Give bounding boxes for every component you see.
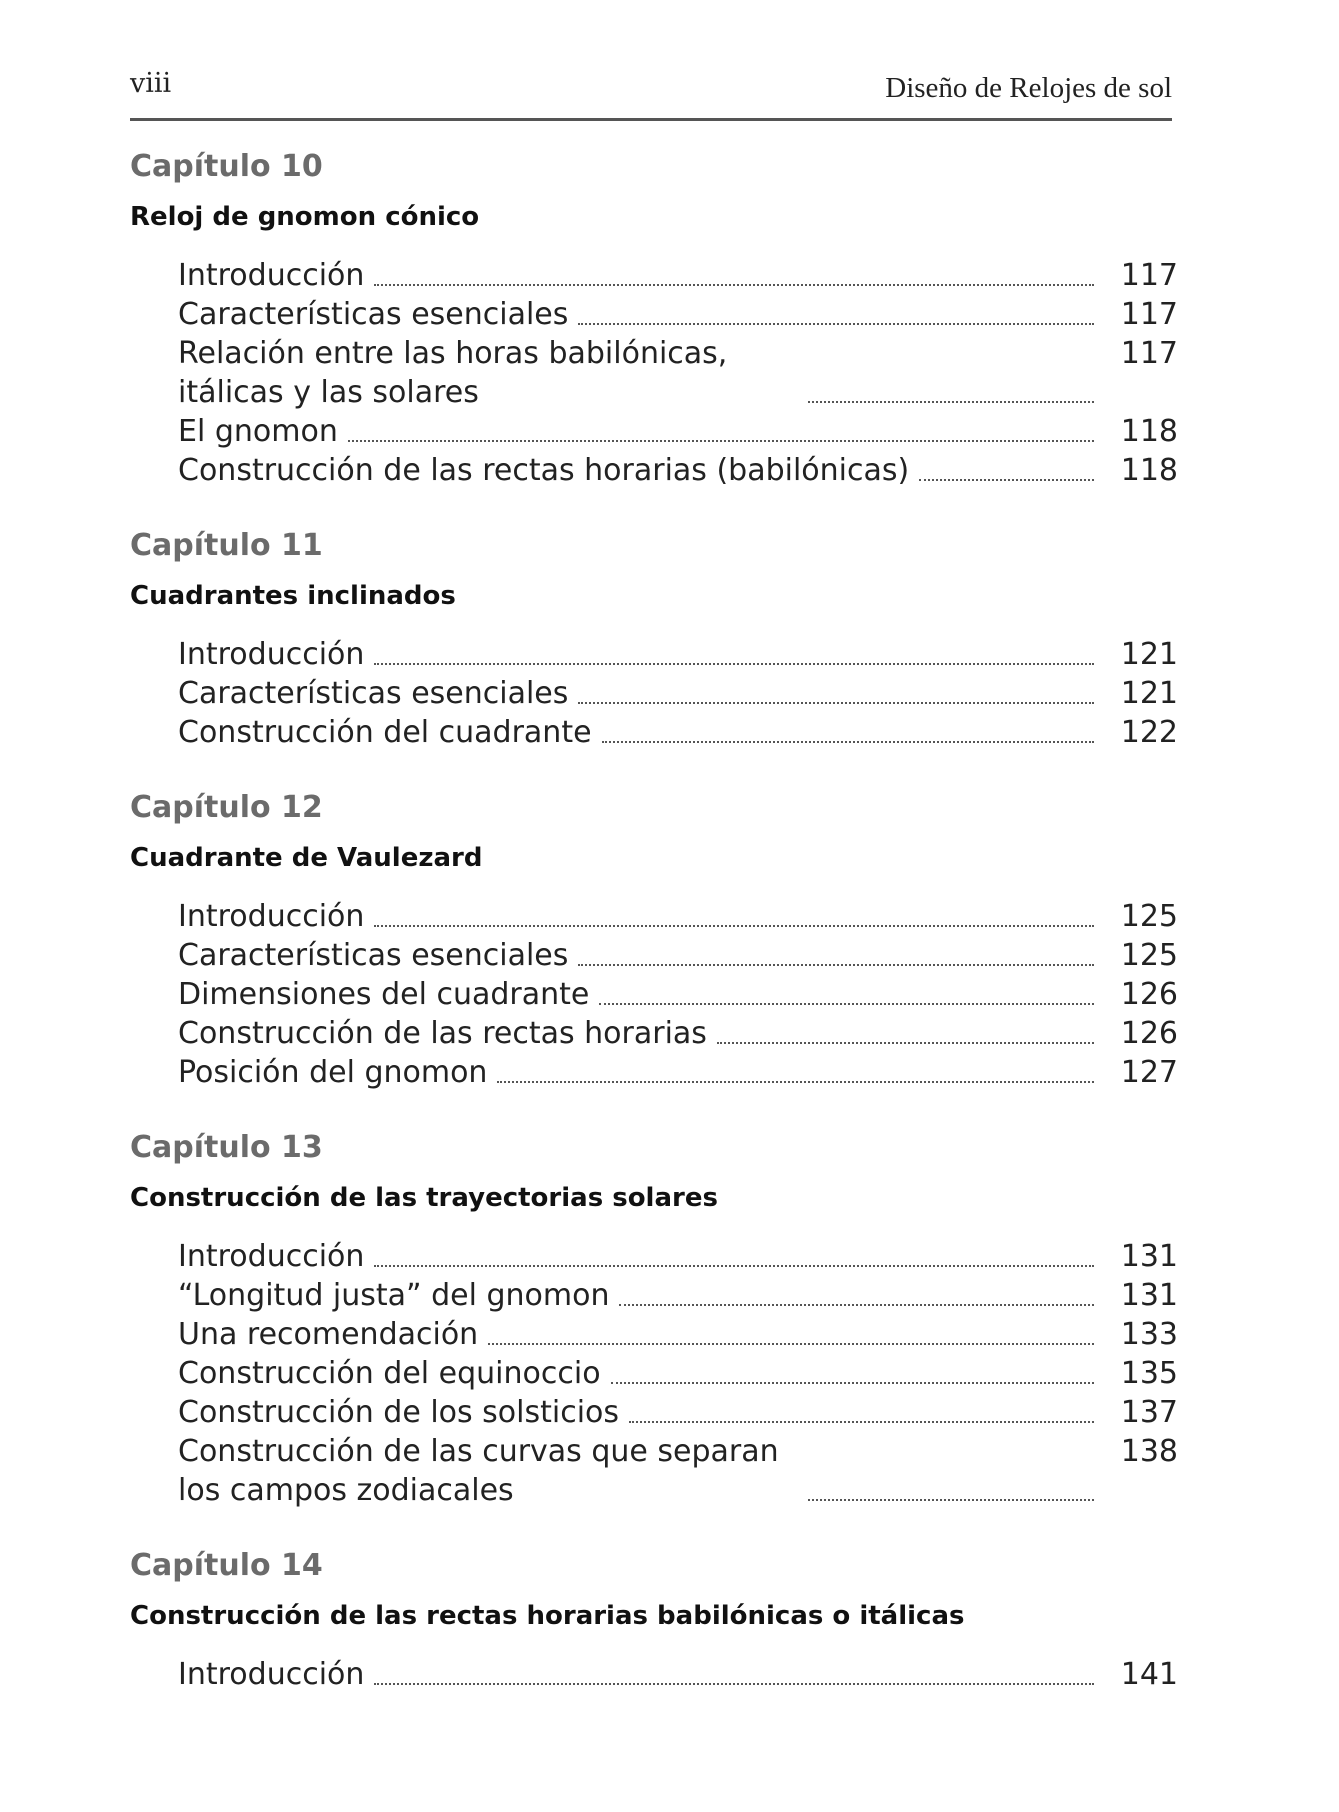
entry-title: Introducción (178, 637, 365, 672)
toc-entry[interactable] (178, 295, 1178, 334)
dot-leader (348, 440, 1094, 442)
dot-leader (629, 1421, 1094, 1423)
entry-title: Una recomendación (178, 1317, 479, 1352)
toc-entry[interactable] (178, 412, 1178, 451)
toc-entry[interactable] (178, 936, 1178, 975)
entry-page-number: 126 (1120, 1016, 1178, 1051)
toc-entry[interactable] (178, 1014, 1178, 1053)
entry-page-number: 117 (1120, 336, 1178, 371)
entry-title: Construcción de los solsticios (178, 1395, 620, 1430)
dot-leader (578, 702, 1094, 704)
chapter-label: Capítulo 11 (130, 528, 323, 563)
entry-list (178, 1237, 1178, 1510)
toc-entry[interactable] (178, 451, 1178, 490)
toc-entry[interactable] (178, 256, 1178, 295)
toc-entry[interactable] (178, 674, 1178, 713)
toc-entry[interactable] (178, 1354, 1178, 1393)
dot-leader (619, 1304, 1094, 1306)
toc-entry[interactable] (178, 1276, 1178, 1315)
dot-leader (497, 1081, 1094, 1083)
entry-title: Características esenciales (178, 938, 569, 973)
toc-entry[interactable] (178, 1315, 1178, 1354)
book-title: Diseño de Relojes de sol (885, 72, 1172, 104)
entry-page-number: 117 (1120, 258, 1178, 293)
dot-leader (374, 1683, 1094, 1685)
entry-page-number: 117 (1120, 297, 1178, 332)
entry-list (178, 635, 1178, 752)
entry-title: Introducción (178, 899, 365, 934)
entry-page-number: 126 (1120, 977, 1178, 1012)
entry-page-number: 131 (1120, 1278, 1178, 1313)
chapter-title: Construcción de las rectas horarias babilónicas o itálicas (130, 1601, 965, 1631)
chapter-section (130, 1129, 1190, 1510)
chapter-label: Capítulo 13 (130, 1130, 323, 1165)
entry-page-number: 125 (1120, 938, 1178, 973)
dot-leader (611, 1382, 1094, 1384)
entry-title: “Longitud justa” del gnomon (178, 1278, 610, 1313)
entry-title: Introducción (178, 1239, 365, 1274)
dot-leader (717, 1042, 1094, 1044)
entry-title: Construcción de las curvas que separan los campos zodiacales (178, 1434, 779, 1508)
dot-leader (808, 1499, 1094, 1501)
entry-title: Relación entre las horas babilónicas, itálicas y las solares (178, 336, 728, 410)
entry-page-number: 133 (1120, 1317, 1178, 1352)
chapter-section (130, 148, 1190, 490)
dot-leader (488, 1343, 1094, 1345)
entry-title: Introducción (178, 1657, 365, 1692)
chapter-label: Capítulo 14 (130, 1548, 323, 1583)
toc-entry[interactable] (178, 1053, 1178, 1092)
toc-entry[interactable] (178, 1655, 1178, 1694)
chapter-title: Construcción de las trayectorias solares (130, 1183, 718, 1213)
chapter-section (130, 1547, 1190, 1694)
chapter-section (130, 527, 1190, 752)
dot-leader (808, 401, 1094, 403)
dot-leader (919, 479, 1094, 481)
dot-leader (374, 1265, 1094, 1267)
entry-page-number: 138 (1120, 1434, 1178, 1469)
entry-page-number: 118 (1120, 453, 1178, 488)
chapter-label: Capítulo 12 (130, 790, 323, 825)
entry-title: Características esenciales (178, 297, 569, 332)
entry-title: El gnomon (178, 414, 338, 449)
running-header (130, 68, 1172, 121)
entry-title: Dimensiones del cuadrante (178, 977, 590, 1012)
entry-page-number: 131 (1120, 1239, 1178, 1274)
entry-title: Construcción del equinoccio (178, 1356, 601, 1391)
dot-leader (599, 1003, 1094, 1005)
entry-page-number: 127 (1120, 1055, 1178, 1090)
table-of-contents (130, 148, 1190, 1731)
toc-entry[interactable] (178, 1393, 1178, 1432)
dot-leader (374, 925, 1094, 927)
dot-leader (374, 663, 1094, 665)
entry-page-number: 118 (1120, 414, 1178, 449)
entry-title: Construcción de las rectas horarias (babilónicas) (178, 453, 910, 488)
toc-entry[interactable] (178, 1432, 1178, 1510)
toc-entry[interactable] (178, 635, 1178, 674)
entry-page-number: 122 (1120, 715, 1178, 750)
entry-page-number: 141 (1120, 1657, 1178, 1692)
toc-entry[interactable] (178, 334, 1178, 412)
toc-entry[interactable] (178, 975, 1178, 1014)
toc-entry[interactable] (178, 897, 1178, 936)
dot-leader (578, 964, 1094, 966)
entry-page-number: 135 (1120, 1356, 1178, 1391)
chapter-section (130, 789, 1190, 1092)
toc-entry[interactable] (178, 1237, 1178, 1276)
dot-leader (374, 284, 1094, 286)
entry-list (178, 897, 1178, 1092)
chapter-title: Cuadrante de Vaulezard (130, 843, 483, 873)
page-number: viii (130, 68, 172, 99)
entry-list (178, 256, 1178, 490)
chapter-title: Reloj de gnomon cónico (130, 202, 480, 232)
chapter-title: Cuadrantes inclinados (130, 581, 456, 611)
entry-title: Introducción (178, 258, 365, 293)
chapter-label: Capítulo 10 (130, 149, 323, 184)
entry-title: Características esenciales (178, 676, 569, 711)
entry-title: Construcción del cuadrante (178, 715, 592, 750)
dot-leader (602, 741, 1094, 743)
entry-list (178, 1655, 1178, 1694)
entry-page-number: 121 (1120, 637, 1178, 672)
entry-page-number: 137 (1120, 1395, 1178, 1430)
dot-leader (578, 323, 1094, 325)
toc-entry[interactable] (178, 713, 1178, 752)
entry-page-number: 125 (1120, 899, 1178, 934)
entry-title: Posición del gnomon (178, 1055, 488, 1090)
entry-title: Construcción de las rectas horarias (178, 1016, 707, 1051)
entry-page-number: 121 (1120, 676, 1178, 711)
